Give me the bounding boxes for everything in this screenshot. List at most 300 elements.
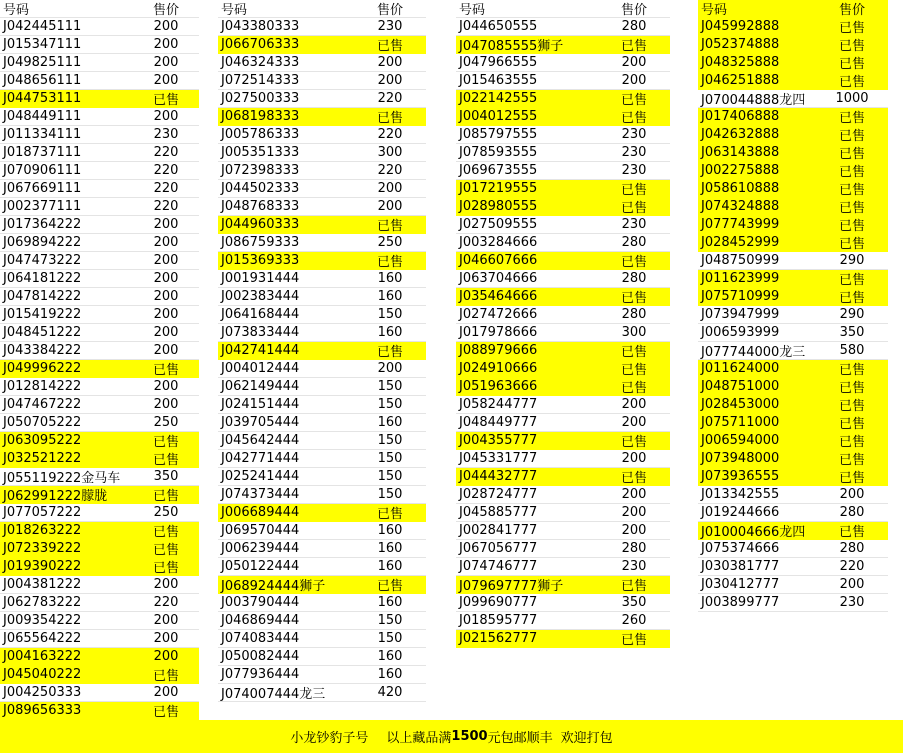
- price-cell: 已售: [620, 633, 647, 648]
- serial-number: J075711000: [701, 415, 780, 430]
- serial-number: J012814222: [3, 379, 82, 394]
- table-row: [0, 576, 199, 594]
- serial-number: J078593555: [459, 145, 538, 160]
- table-row: [0, 540, 199, 558]
- serial-number: J073833444: [221, 325, 300, 340]
- serial-number: J042445111: [3, 19, 82, 34]
- table-row: [698, 414, 888, 432]
- header-number: 号码: [701, 3, 728, 18]
- price-cell: 200: [153, 19, 179, 34]
- table-row: [0, 198, 199, 216]
- serial-number: J002377111: [3, 199, 82, 214]
- price-cell: 200: [153, 649, 179, 664]
- price-cell: 200: [621, 505, 647, 520]
- price-cell: 已售: [838, 201, 865, 216]
- table-row: [218, 432, 426, 450]
- serial-number: J027472666: [459, 307, 538, 322]
- price-cell: 220: [153, 199, 179, 214]
- table-row: [456, 450, 670, 468]
- footer-welcome: 欢迎打包: [560, 731, 613, 746]
- serial-number: J062783222: [3, 595, 82, 610]
- header-price: 售价: [376, 3, 403, 18]
- price-cell: 230: [621, 145, 647, 160]
- table-row: [698, 306, 888, 324]
- price-cell: 160: [377, 271, 403, 286]
- serial-number: J042741444: [221, 343, 300, 358]
- serial-number: J048768333: [221, 199, 300, 214]
- price-cell: 200: [153, 613, 179, 628]
- price-cell: 已售: [376, 219, 403, 234]
- serial-number: J004012555: [459, 109, 538, 124]
- table-row: [698, 108, 888, 126]
- price-cell: 280: [839, 505, 865, 520]
- serial-number: J099690777: [459, 595, 538, 610]
- serial-number: J064168444: [221, 307, 300, 322]
- table-row: [698, 594, 888, 612]
- price-cell: 200: [377, 199, 403, 214]
- price-cell: 200: [153, 577, 179, 592]
- table-row: [456, 216, 670, 234]
- price-cell: 200: [377, 181, 403, 196]
- table-row: [218, 630, 426, 648]
- price-cell: 260: [621, 613, 647, 628]
- price-cell: 已售: [376, 507, 403, 522]
- table-row: [0, 702, 199, 720]
- price-cell: 290: [839, 307, 865, 322]
- column-2: [218, 0, 426, 702]
- table-row: [0, 486, 199, 504]
- price-cell: 已售: [838, 363, 865, 378]
- table-row: [218, 108, 426, 126]
- price-cell: 已售: [838, 21, 865, 36]
- price-cell: 250: [153, 415, 179, 430]
- price-cell: 200: [621, 451, 647, 466]
- table-row: [0, 648, 199, 666]
- serial-number: J068198333: [221, 109, 300, 124]
- price-cell: 已售: [620, 111, 647, 126]
- price-cell: 200: [377, 361, 403, 376]
- serial-number: J006689444: [221, 505, 300, 520]
- table-row: [218, 324, 426, 342]
- serial-number: J042771444: [221, 451, 300, 466]
- table-row: [456, 468, 670, 486]
- table-row: [698, 288, 888, 306]
- table-row: [218, 162, 426, 180]
- serial-number: J058244777: [459, 397, 538, 412]
- footer-banner: [0, 720, 903, 753]
- serial-number: J019390222: [3, 559, 82, 574]
- table-row: [218, 72, 426, 90]
- table-row: [0, 342, 199, 360]
- table-row: [218, 540, 426, 558]
- serial-number: J013342555: [701, 487, 780, 502]
- serial-number: J067669111: [3, 181, 82, 196]
- table-row: [218, 342, 426, 360]
- table-row: [698, 396, 888, 414]
- serial-number: J047966555: [459, 55, 538, 70]
- price-cell: 220: [153, 145, 179, 160]
- serial-number: J002383444: [221, 289, 300, 304]
- price-cell: 250: [153, 505, 179, 520]
- table-row: [456, 630, 670, 648]
- price-cell: 200: [153, 397, 179, 412]
- table-row: [456, 18, 670, 36]
- price-cell: 200: [153, 235, 179, 250]
- table-row: [698, 468, 888, 486]
- serial-number: J047467222: [3, 397, 82, 412]
- price-cell: 280: [621, 271, 647, 286]
- table-row: [456, 234, 670, 252]
- price-cell: 300: [621, 325, 647, 340]
- table-row: [218, 54, 426, 72]
- table-row: [218, 396, 426, 414]
- serial-number: J021562777: [459, 631, 538, 646]
- price-cell: 220: [377, 127, 403, 142]
- serial-number: J074007444龙三: [221, 687, 326, 702]
- table-row: [0, 36, 199, 54]
- table-row: [0, 612, 199, 630]
- table-row: [0, 288, 199, 306]
- price-cell: 350: [621, 595, 647, 610]
- serial-number: J058610888: [701, 181, 780, 196]
- table-row: [218, 594, 426, 612]
- price-cell: 160: [377, 415, 403, 430]
- header-price: 售价: [838, 3, 865, 18]
- serial-number: J073948000: [701, 451, 780, 466]
- price-cell: 已售: [376, 345, 403, 360]
- table-row: [456, 396, 670, 414]
- table-row: [218, 504, 426, 522]
- table-row: [698, 18, 888, 36]
- price-cell: 150: [377, 631, 403, 646]
- price-cell: 150: [377, 433, 403, 448]
- price-cell: 160: [377, 325, 403, 340]
- price-cell: 已售: [838, 165, 865, 180]
- serial-number: J015419222: [3, 307, 82, 322]
- table-row: [218, 36, 426, 54]
- price-cell: 230: [621, 217, 647, 232]
- serial-number: J032521222: [3, 451, 82, 466]
- table-row: [0, 684, 199, 702]
- price-cell: 已售: [620, 93, 647, 108]
- table-row: [0, 180, 199, 198]
- table-row: [456, 558, 670, 576]
- footer-amount: 1500: [451, 729, 488, 744]
- serial-number: J073947999: [701, 307, 780, 322]
- price-cell: 150: [377, 307, 403, 322]
- price-cell: 已售: [152, 435, 179, 450]
- price-cell: 已售: [838, 237, 865, 252]
- serial-number: J075374666: [701, 541, 780, 556]
- serial-number: J077057222: [3, 505, 82, 520]
- price-cell: 220: [839, 559, 865, 574]
- price-cell: 160: [377, 289, 403, 304]
- serial-number: J003899777: [701, 595, 780, 610]
- price-cell: 300: [377, 145, 403, 160]
- table-row: [456, 36, 670, 54]
- price-cell: 230: [621, 163, 647, 178]
- serial-number: J089656333: [3, 703, 82, 718]
- price-cell: 150: [377, 469, 403, 484]
- price-cell: 200: [153, 379, 179, 394]
- table-row: [698, 504, 888, 522]
- price-cell: 280: [621, 307, 647, 322]
- table-row: [0, 468, 199, 486]
- serial-number: J001931444: [221, 271, 300, 286]
- table-row: [218, 306, 426, 324]
- serial-number: J044650555: [459, 19, 538, 34]
- price-cell: 已售: [838, 381, 865, 396]
- price-cell: 已售: [620, 435, 647, 450]
- serial-number: J004250333: [3, 685, 82, 700]
- serial-number: J068924444狮子: [221, 579, 326, 594]
- price-cell: 200: [377, 55, 403, 70]
- price-cell: 220: [153, 181, 179, 196]
- price-cell: 350: [839, 325, 865, 340]
- table-row: [218, 144, 426, 162]
- price-cell: 200: [153, 325, 179, 340]
- serial-number: J072398333: [221, 163, 300, 178]
- serial-number: J065564222: [3, 631, 82, 646]
- table-row: [0, 558, 199, 576]
- table-row: [456, 414, 670, 432]
- price-cell: 已售: [838, 147, 865, 162]
- price-cell: 280: [621, 235, 647, 250]
- table-row: [698, 342, 888, 360]
- table-row: [0, 144, 199, 162]
- serial-number: J006593999: [701, 325, 780, 340]
- serial-number: J050122444: [221, 559, 300, 574]
- table-row: [218, 486, 426, 504]
- table-row: [698, 378, 888, 396]
- header-row: [698, 0, 888, 18]
- table-row: [0, 72, 199, 90]
- serial-number: J079697777狮子: [459, 579, 564, 594]
- serial-number: J030412777: [701, 577, 780, 592]
- price-cell: 290: [839, 253, 865, 268]
- serial-number: J024151444: [221, 397, 300, 412]
- serial-number: J049996222: [3, 361, 82, 376]
- serial-number: J043384222: [3, 343, 82, 358]
- table-row: [218, 558, 426, 576]
- price-cell: 已售: [152, 525, 179, 540]
- serial-number: J070906111: [3, 163, 82, 178]
- table-row: [698, 450, 888, 468]
- serial-number: J017978666: [459, 325, 538, 340]
- serial-number: J035464666: [459, 289, 538, 304]
- price-cell: 200: [377, 73, 403, 88]
- table-row: [456, 342, 670, 360]
- serial-number: J004381222: [3, 577, 82, 592]
- serial-number: J048656111: [3, 73, 82, 88]
- serial-number: J048451222: [3, 325, 82, 340]
- serial-number: J044502333: [221, 181, 300, 196]
- serial-number: J028980555: [459, 199, 538, 214]
- price-cell: 150: [377, 379, 403, 394]
- serial-number: J062991222朦胧: [3, 489, 108, 504]
- serial-number: J069894222: [3, 235, 82, 250]
- table-row: [0, 378, 199, 396]
- serial-number: J063095222: [3, 433, 82, 448]
- serial-number: J004355777: [459, 433, 538, 448]
- price-cell: 580: [839, 343, 865, 358]
- serial-number: J017364222: [3, 217, 82, 232]
- table-row: [218, 576, 426, 594]
- serial-number: J018263222: [3, 523, 82, 538]
- serial-number: J011623999: [701, 271, 780, 286]
- price-cell: 已售: [620, 291, 647, 306]
- price-cell: 已售: [376, 579, 403, 594]
- price-cell: 已售: [838, 57, 865, 72]
- table-row: [218, 648, 426, 666]
- serial-number: J074373444: [221, 487, 300, 502]
- price-cell: 已售: [620, 345, 647, 360]
- price-cell: 200: [153, 307, 179, 322]
- table-row: [698, 324, 888, 342]
- table-row: [456, 612, 670, 630]
- price-cell: 220: [377, 163, 403, 178]
- price-cell: 200: [621, 487, 647, 502]
- serial-number: J063704666: [459, 271, 538, 286]
- table-row: [456, 360, 670, 378]
- serial-number: J009354222: [3, 613, 82, 628]
- price-cell: 220: [377, 91, 403, 106]
- price-cell: 150: [377, 487, 403, 502]
- price-cell: 已售: [838, 399, 865, 414]
- price-cell: 200: [153, 631, 179, 646]
- serial-number: J048449777: [459, 415, 538, 430]
- table-row: [456, 108, 670, 126]
- serial-number: J063143888: [701, 145, 780, 160]
- table-row: [218, 270, 426, 288]
- price-cell: 已售: [838, 219, 865, 234]
- serial-number: J047814222: [3, 289, 82, 304]
- table-row: [698, 360, 888, 378]
- table-row: [0, 306, 199, 324]
- table-row: [698, 126, 888, 144]
- table-row: [218, 666, 426, 684]
- price-cell: 200: [153, 217, 179, 232]
- serial-number: J047473222: [3, 253, 82, 268]
- table-row: [218, 378, 426, 396]
- table-row: [456, 324, 670, 342]
- table-row: [456, 432, 670, 450]
- table-row: [456, 504, 670, 522]
- price-cell: 已售: [376, 255, 403, 270]
- price-cell: 200: [153, 343, 179, 358]
- table-row: [0, 522, 199, 540]
- price-cell: 200: [621, 523, 647, 538]
- table-row: [0, 90, 199, 108]
- table-row: [698, 486, 888, 504]
- table-row: [698, 432, 888, 450]
- table-row: [0, 234, 199, 252]
- table-row: [0, 18, 199, 36]
- table-row: [218, 198, 426, 216]
- serial-number: J077936444: [221, 667, 300, 682]
- header-number: 号码: [221, 3, 248, 18]
- table-row: [698, 54, 888, 72]
- footer-offer-suffix: 元包邮顺丰: [487, 731, 553, 746]
- table-row: [456, 162, 670, 180]
- table-row: [456, 72, 670, 90]
- table-row: [456, 594, 670, 612]
- serial-number: J022142555: [459, 91, 538, 106]
- table-row: [218, 216, 426, 234]
- price-cell: 已售: [620, 579, 647, 594]
- price-cell: 已售: [620, 201, 647, 216]
- price-cell: 220: [153, 595, 179, 610]
- serial-number: J069673555: [459, 163, 538, 178]
- price-cell: 已售: [838, 435, 865, 450]
- price-cell: 250: [377, 235, 403, 250]
- serial-number: J046324333: [221, 55, 300, 70]
- price-cell: 已售: [838, 291, 865, 306]
- serial-number: J045642444: [221, 433, 300, 448]
- table-row: [456, 378, 670, 396]
- table-row: [698, 144, 888, 162]
- serial-number: J069570444: [221, 523, 300, 538]
- serial-number: J030381777: [701, 559, 780, 574]
- table-row: [0, 360, 199, 378]
- table-row: [218, 414, 426, 432]
- serial-number: J073936555: [701, 469, 780, 484]
- table-row: [456, 252, 670, 270]
- serial-number: J019244666: [701, 505, 780, 520]
- serial-number: J045885777: [459, 505, 538, 520]
- serial-number: J050705222: [3, 415, 82, 430]
- serial-number: J002275888: [701, 163, 780, 178]
- price-cell: 420: [377, 685, 403, 700]
- price-cell: 已售: [620, 363, 647, 378]
- table-row: [698, 252, 888, 270]
- price-cell: 已售: [152, 489, 179, 504]
- serial-number: J048751000: [701, 379, 780, 394]
- serial-number: J049825111: [3, 55, 82, 70]
- serial-number: J066706333: [221, 37, 300, 52]
- price-cell: 200: [839, 487, 865, 502]
- price-cell: 200: [153, 73, 179, 88]
- price-cell: 200: [153, 109, 179, 124]
- serial-number: J002841777: [459, 523, 538, 538]
- serial-number: J088979666: [459, 343, 538, 358]
- table-row: [0, 126, 199, 144]
- price-cell: 已售: [838, 453, 865, 468]
- serial-number: J047085555狮子: [459, 39, 564, 54]
- serial-number: J042632888: [701, 127, 780, 142]
- price-cell: 已售: [838, 129, 865, 144]
- serial-number: J077744000龙三: [701, 345, 806, 360]
- serial-number: J027509555: [459, 217, 538, 232]
- table-row: [218, 180, 426, 198]
- price-cell: 已售: [838, 471, 865, 486]
- serial-number: J070044888龙四: [701, 93, 806, 108]
- price-cell: 200: [153, 685, 179, 700]
- table-row: [0, 54, 199, 72]
- serial-number: J010004666龙四: [701, 525, 806, 540]
- price-cell: 已售: [152, 705, 179, 720]
- table-row: [0, 432, 199, 450]
- price-cell: 已售: [620, 381, 647, 396]
- table-row: [698, 576, 888, 594]
- serial-number: J015463555: [459, 73, 538, 88]
- price-cell: 已售: [152, 363, 179, 378]
- price-cell: 已售: [620, 255, 647, 270]
- price-cell: 已售: [620, 39, 647, 54]
- table-row: [456, 198, 670, 216]
- price-cell: 已售: [152, 543, 179, 558]
- table-row: [218, 360, 426, 378]
